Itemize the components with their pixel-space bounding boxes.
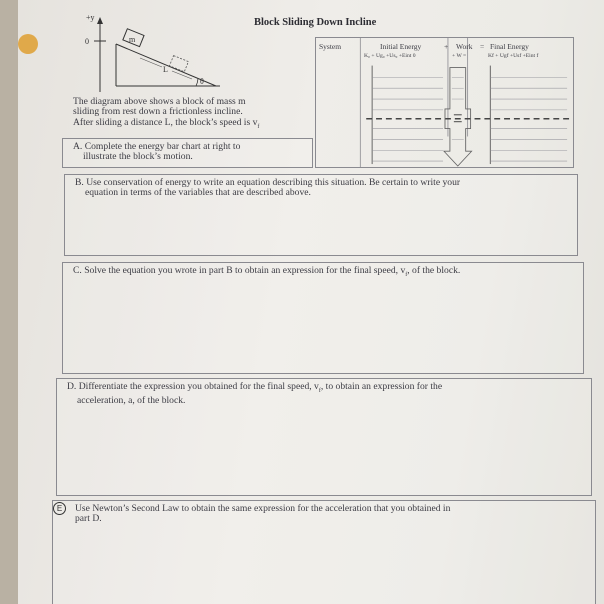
length-label: L [163,65,168,74]
angle-arc [196,79,198,87]
question-d-box[interactable] [56,378,592,496]
final-energy-terms: Kf + Ugf +Usf +Eint f [488,53,539,59]
intro-line-2: sliding from rest down a frictionless incline. [73,106,243,118]
equals-label: = [480,42,485,51]
initial-energy-terms: K₀ + Ug₀ +Us₀ +Eint 0 [364,53,416,59]
incline-diagram [70,14,258,96]
angle-label: θ [200,77,204,86]
question-e-box[interactable] [52,500,596,604]
plus-label: + [444,42,449,51]
system-label: System [319,42,342,51]
intro-line-3: After sliding a distance L, the block’s speed is $v_f$ [73,116,260,130]
question-a-line-2: illustrate the block’s motion. [83,151,193,163]
intro-line-1: The diagram above shows a block of mass m [73,96,246,107]
work-grid-lines [452,77,464,139]
question-e-line-1: Use Newton’s Second Law to obtain the same expression for the acceleration that you obtained in [75,503,451,514]
question-b-box[interactable] [64,174,578,256]
length-marker-left [140,58,162,67]
mass-label: m [129,35,136,44]
block-end-dashed [169,56,188,72]
worksheet-page [18,0,604,604]
initial-energy-label: Initial Energy [380,42,422,51]
question-e-line-2: part D. [75,513,102,525]
zero-label: 0 [85,37,89,46]
question-c-line-1: C. Solve the equation you wrote in part B to obtain an expression for the final speed, $v_f$, of the block. [73,265,461,278]
work-label: Work [456,42,473,51]
question-a-line-1: A. Complete the energy bar chart at right to [73,141,241,152]
incline-diagram-svg [70,14,258,96]
page-title: Block Sliding Down Incline [254,17,377,28]
energy-bar-chart [315,37,574,168]
intro-text [73,97,313,132]
y-axis-arrow-icon [97,17,103,24]
work-terms: + W = [452,53,467,59]
question-b-line-2: equation in terms of the variables that are described above. [85,187,311,199]
y-axis-label: +y [86,14,95,22]
question-e-marker: E [53,502,66,515]
question-a-box[interactable] [62,138,313,168]
question-b-line-1: B. Use conservation of energy to write an equation describing this situation. Be certain to write your [75,177,461,188]
final-energy-label: Final Energy [490,42,529,51]
punched-hole [18,34,38,54]
question-d-line-1: D. Differentiate the expression you obtained for the final speed, $v_f$, to obtain an expression for the [67,381,443,394]
question-d-line-2: acceleration, a, of the block. [77,395,186,407]
question-c-box[interactable] [62,262,584,374]
